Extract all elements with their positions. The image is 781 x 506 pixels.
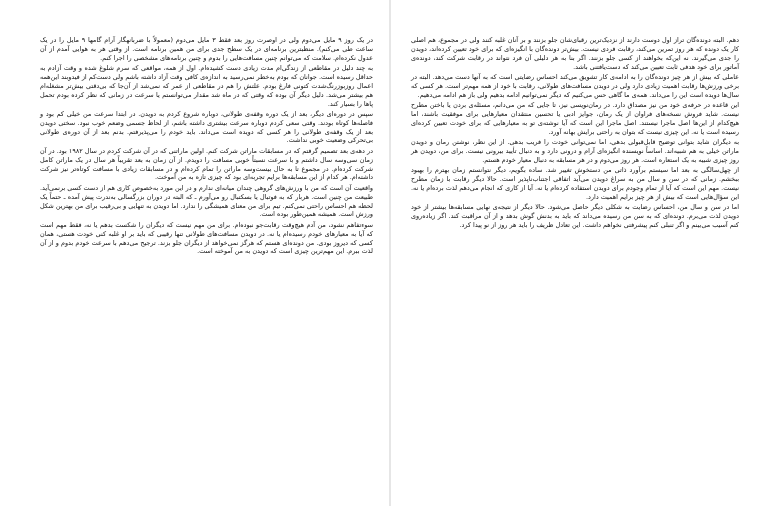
left-page <box>0 0 389 506</box>
paragraph: سوءتفاهم نشود، من آدم هیچ‌وقت رقابت‌جو نبوده‌ام. برای من مهم نیست که دیگران را شکست بدهم یا نه، فقط مهم است که آیا به معیارهای خودم رسیده‌ام یا نه. در دویدن مسافت‌های طولانی تنها رقیبی که باید بر او غلبه کنی خودت هستی، همان کسی که دیروز بودی. من دونده‌ای هستم که هرگز نمی‌خواهد از دیگران جلو بزند. ترجیح می‌دهم با سرعت خودم بدوم و از آن لذت ببرم. این مهم‌ترین چیزی است که دویدن به من آموخته است. <box>40 220 373 256</box>
paragraph: به چند دلیل در مقاطعی از زندگی‌ام مدت زیادی دست کشیده‌ام. اول از همه، مواقعی که سرم شلوغ شده و وقت آزادم به حداقل رسیده است. جوانان که بودم به‌خطر نمی‌رسید به اندازه‌ی کافی وقت آزاد داشته باشم ولی دست‌کم از فیدوبند این‌همه اعمال روزبوزرنگ‌شدت کتونی فارغ بودم. علتش را هم در مقاطعی از عمر که نمی‌شد از آن‌جا که بی‌دقتی بیش‌تر مشغله‌ام هم بیشتر می‌شد. دلیل دیگر آن بوده که وقتی که در ماه شد مقدار می‌توانستم یا سرعت در زمانی که نظر کرده بودم تحمل پاها را بسیار کند. <box>40 64 373 108</box>
paragraph: عاملی که بیش از هر چیز دونده‌گان را به ادامه‌ی کار تشویق می‌کند احساس رضایتی است که به آنها دست می‌دهد. البته در برخی ورزش‌ها رقابت اهمیت زیادی دارد ولی در دویدن مسافت‌های طولانی، رقابت با خود از همه مهم‌تر است. هر کسی که سال‌ها دویده است این را می‌داند. همه‌ی ما گاهی حس می‌کنیم که دیگر نمی‌توانیم ادامه بدهیم ولی باز هم ادامه می‌دهیم. <box>411 72 739 99</box>
paragraph: از چهل‌سالگی به بعد اما سیستم برآورد ذاتی من دستخوش تغییر شد. ساده بگویم، دیگر نتوانستم زمان بهترم را بهبود ببخشم. زمانی که در سن و سال من به سراغ دویدن می‌آید اتفاقی اجتناب‌ناپذیر است. حالا دیگر رقابت با زمان مطرح نیست. مهم این است که آیا از تمام وجودم برای دویدن استفاده کرده‌ام یا نه. آیا از کاری که انجام می‌دهم لذت برده‌ام یا نه. این سؤال‌هایی است که بیش از هر چیز برایم اهمیت دارد. <box>411 166 739 201</box>
paragraph: اما در سن و سال من، احساس رضایت به شکلی دیگر حاصل می‌شود. حالا دیگر از نتیجه‌ی نهایی مسابقه‌ها بیشتر از خود دویدن لذت می‌برم. دونده‌ای که به سن من رسیده می‌داند که باید به بدنش گوش بدهد و از آن مراقبت کند. اگر زیاده‌روی کنم آسیب می‌بینم و اگر تنبلی کنم پیشرفتی نخواهم داشت. این تعادل ظریف را باید هر روز از نو پیدا کرد. <box>411 203 739 229</box>
right-page <box>391 0 781 506</box>
left-page-text-column <box>40 36 373 256</box>
paragraph: این قاعده در حرفه‌ی خود من نیز مصداق دارد. در رمان‌نویسی نیز، تا جایی که من می‌دانم، مسئله‌ی بردن یا باختن مطرح نیست. شاید فروش نسخه‌های فراوان از یک رمان، جوایز ادبی یا تحسین منتقدان معیارهایی برای موفقیت باشند، اما هیچ‌کدام از این‌ها اصل ماجرا نیستند. اصل ماجرا این است که آیا نوشته‌ی تو به معیارهایی که برای خودت تعیین کرده‌ای رسیده است یا نه. این چیزی نیست که بتوان به راحتی برایش بهانه آورد. <box>411 101 739 136</box>
paragraph: در یک روز ۹ مایل می‌دوم ولی در اوصرت روز بعد فقط ۳ مایل می‌دوم (معمولاً با ضربانهگار آرام گامها ۹ مایل را در یک ساعت طی می‌کنم). منظبترین برنامه‌ای در یک سطح جدی برای من همین برنامه است. از وقتی هر به هوایی آمدم از آن عدول نکرده‌ام. سلامت که می‌توانم چنین مسافت‌هایی را بدوم و چنین برنامه‌های مشخصی را اجرا کنم. <box>40 36 374 62</box>
paragraph: در دهه‌ی بعد تصمیم گرفتم که در مسابقات ماراتن شرکت کنم. اولین ماراتنی که در آن شرکت کردم در سال ۱۹۸۲ بود. در آن زمان سی‌وسه سال داشتم و با سرعت نسبتاً خوبی مسافت را دویدم. از آن زمان به بعد تقریباً هر سال در یک ماراتن کامل شرکت کرده‌ام. در مجموع تا به حال بیست‌وسه ماراتن را تمام کرده‌ام و در مسابقات زیادی با مسافت کوتاه‌تر نیز شرکت داشته‌ام. هر کدام از این مسابقه‌ها برایم تجربه‌ای بود که چیزی تازه به من آموخت. <box>40 146 373 182</box>
right-page-text-column <box>411 36 739 230</box>
paragraph: به دیگران شاید بتوانی توضیح قابل‌قبولی بدهی، اما نمی‌توانی خودت را فریب بدهی. از این نظر، نوشتن رمان و دویدن ماراتن خیلی به هم شبیه‌اند. اساساً نویسنده انگیزه‌ای آرام و درونی دارد و به دنبال تأیید بیرونی نیست. برای من، دویدن هر روز چیزی شبیه به یک استعاره است. هر روز می‌دوم و در هر مسابقه به دنبال معیار خودم هستم. <box>411 138 739 164</box>
paragraph: واقعیت آن است که من با ورزش‌های گروهی چندان میانه‌ای ندارم و در این مورد به‌خصوص کاری هم از دست کسی برنمی‌آید. طبیعت من چنین است. هربار که به فوتبال یا بسکتبال رو می‌آورم ـ که البته در دوران بزرگسالی به‌ندرت پیش آمده ـ حتماً یک لحظه هم احساس راحتی نمی‌کنم. تیم برای من معنای همیشگی را ندارد. اما دویدن به تنهایی و بی‌رقیب برای من بهترین شکل ورزش است. همیشه همین‌طور بوده است. <box>39 183 373 219</box>
paragraph: دهم. البته دونده‌گان تراز اول دوست دارند از نزدیک‌ترین رقبای‌شان جلو بزنند و بر آنان غلبه کنند ولی در مجموع، هم اصلی کار یک دونده که هر روز تمرین می‌کند، رقابت فردی نیست. بیش‌تر دونده‌گان با انگیزه‌ای که برای خود تعیین کرده‌اند، دویدن را جدی می‌گیرند. نه این‌که بخواهند از کسی جلو بزنند. اگر بنا به هر دلیلی آن فرد نتواند در رقابت شرکت کند، دونده‌ی آماتور برای خود هدفی ثابت تعیین می‌کند که دست‌یافتنی باشد. <box>411 36 739 71</box>
paragraph: سپس در دوره‌ای دیگر، بعد از یک دوره وقفه‌ی طولانی، دوباره شروع کردم به دویدن. در ابتدا سرعت من خیلی کم بود و فاصله‌ها کوتاه بودند. وقتی سعی کردم دوباره سرعت بیشتری داشته باشم، از لحاظ جسمی وضعم خوب نبود. سختی دویدن بعد از یک وقفه‌ی طولانی را هر کسی که دویده است می‌داند. باید خودم را می‌پذیرفتم. بدنم بعد از آن دوره‌ی طولانی بی‌تحرکی وضعیت خوبی نداشت. <box>40 109 373 145</box>
